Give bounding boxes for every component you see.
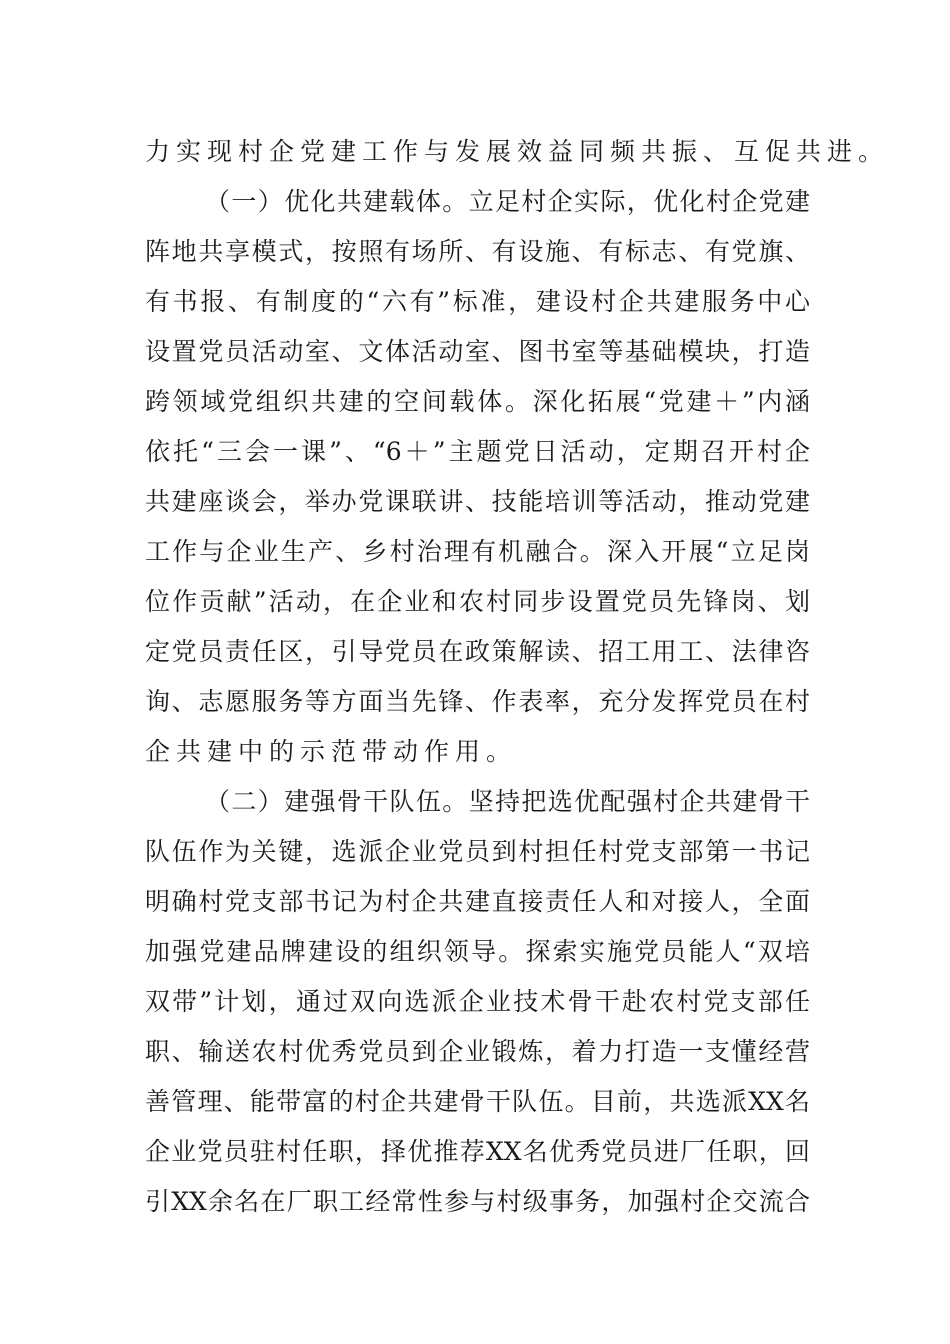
text-line: 加强党建品牌建设的组织领导。探索实施党员能人“双培	[145, 937, 810, 966]
text-line: 位作贡献”活动，在企业和农村同步设置党员先锋岗、划	[145, 587, 810, 616]
text-line: 询、志愿服务等方面当先锋、作表率，充分发挥党员在村	[145, 687, 810, 716]
text-line: 工作与企业生产、乡村治理有机融合。深入开展“立足岗	[145, 537, 810, 566]
text-line: 引XX余名在厂职工经常性参与村级事务，加强村企交流合	[145, 1187, 810, 1216]
text-line: 力实现村企党建工作与发展效益同频共振、互促共进。	[145, 137, 890, 166]
text-line: 设置党员活动室、文体活动室、图书室等基础模块，打造	[145, 337, 810, 366]
text-line: 跨领域党组织共建的空间载体。深化拓展“党建＋”内涵	[145, 387, 810, 416]
text-line: 企共建中的示范带动作用。	[145, 737, 518, 766]
text-line: （二）建强骨干队伍。坚持把选优配强村企共建骨干	[205, 787, 810, 816]
text-line: 职、输送农村优秀党员到企业锻炼，着力打造一支懂经营	[145, 1037, 810, 1066]
text-line: 队伍作为关键，选派企业党员到村担任村党支部第一书记	[145, 837, 810, 866]
text-line: （一）优化共建载体。立足村企实际，优化村企党建	[205, 187, 810, 216]
text-line: 阵地共享模式，按照有场所、有设施、有标志、有党旗、	[145, 237, 810, 266]
text-line: 明确村党支部书记为村企共建直接责任人和对接人，全面	[145, 887, 810, 916]
text-line: 企业党员驻村任职，择优推荐XX名优秀党员进厂任职，回	[145, 1137, 810, 1166]
text-line: 善管理、能带富的村企共建骨干队伍。目前，共选派XX名	[145, 1087, 810, 1116]
text-line: 有书报、有制度的“六有”标准，建设村企共建服务中心	[145, 287, 810, 316]
text-line: 依托“三会一课”、“6＋”主题党日活动，定期召开村企	[145, 437, 810, 466]
text-line: 双带”计划，通过双向选派企业技术骨干赴农村党支部任	[145, 987, 810, 1016]
text-line: 定党员责任区，引导党员在政策解读、招工用工、法律咨	[145, 637, 810, 666]
text-line: 共建座谈会，举办党课联讲、技能培训等活动，推动党建	[145, 487, 810, 516]
